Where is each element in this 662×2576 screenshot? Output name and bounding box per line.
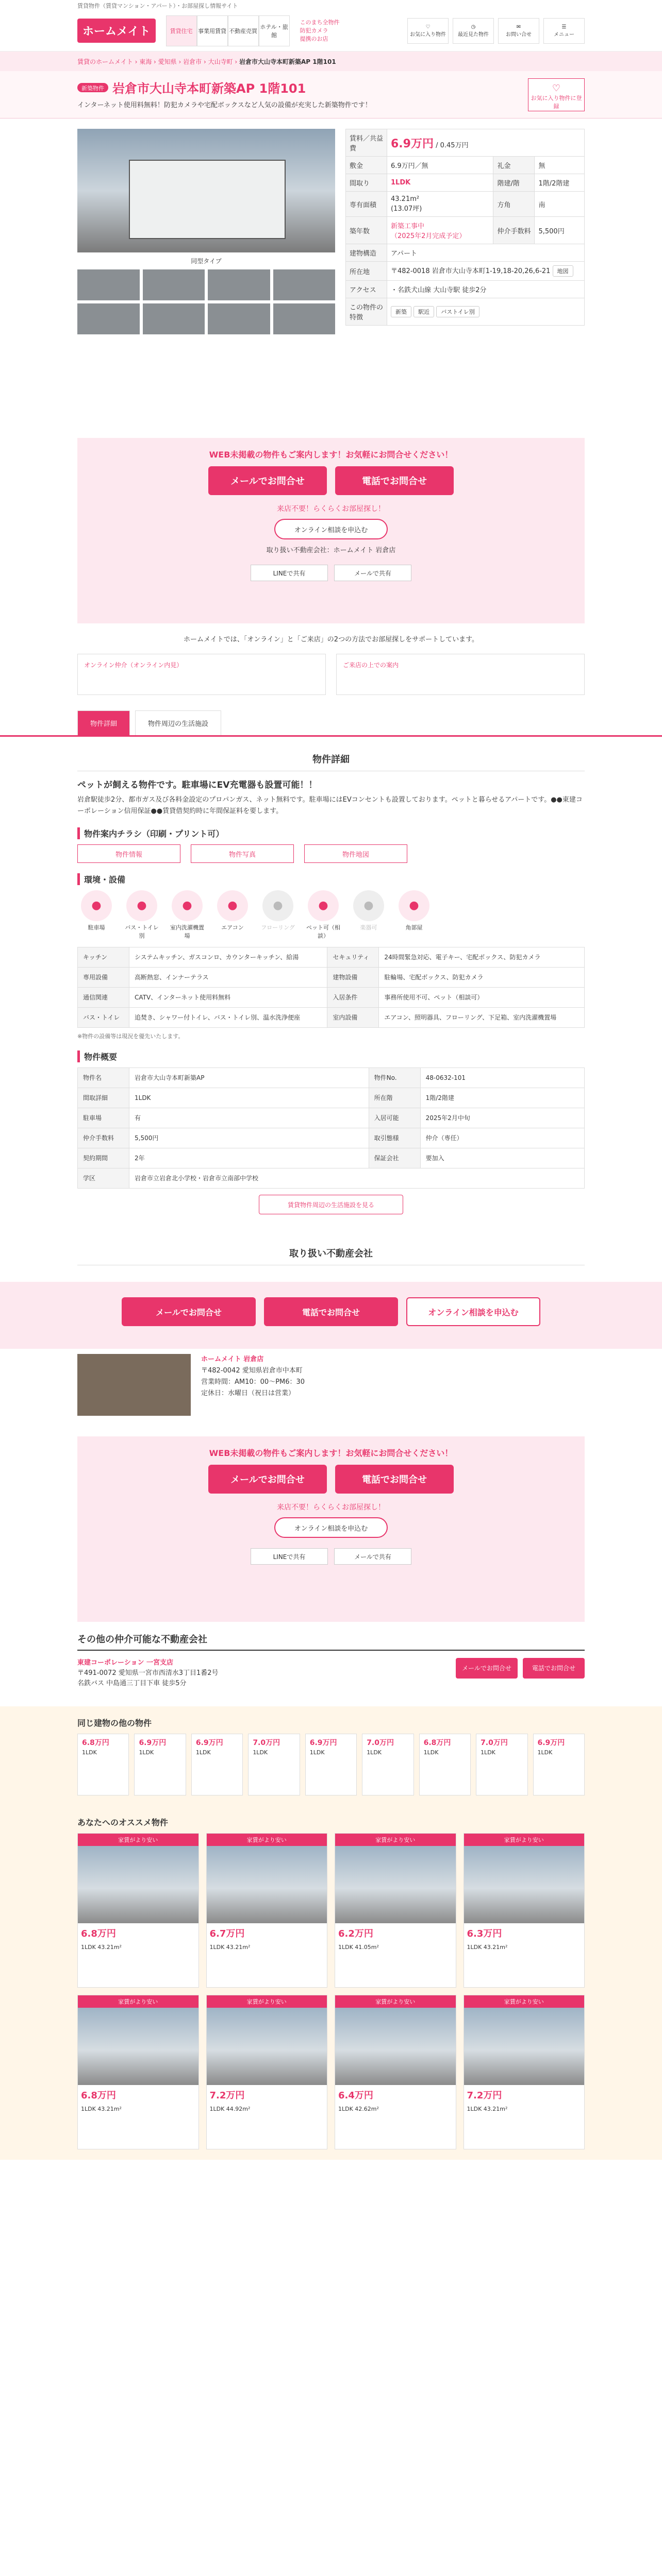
facility-item	[213, 890, 252, 940]
equipment-cell: セキュリティ	[327, 947, 379, 968]
summary-cell: 1LDK	[129, 1088, 369, 1108]
header-nav	[166, 15, 290, 46]
equipment-cell: 通信関連	[78, 988, 129, 1008]
other-mail-button[interactable]: メールでお問合せ	[456, 1658, 518, 1679]
recommend-photo	[207, 1846, 327, 1923]
facility-icon: ●	[399, 890, 429, 921]
summary-row	[78, 1168, 585, 1189]
same-layout: 1LDK	[423, 1749, 439, 1756]
recommend-label: 家賃がより安い	[335, 1834, 456, 1846]
facility-label: フローリング	[261, 924, 295, 931]
same-building-card[interactable]	[77, 1734, 129, 1795]
recommend-price: 7.2万円	[209, 2090, 245, 2101]
facility-item	[259, 890, 297, 940]
fee-value: 5,500円	[535, 217, 585, 244]
flyer-info-button[interactable]: 物件情報	[77, 844, 180, 863]
rent-label: 賃料／共益費	[346, 129, 387, 157]
floor-label: 階建/階	[493, 174, 535, 192]
facility-label: 角部屋	[405, 924, 423, 931]
same-building-card[interactable]	[419, 1734, 471, 1795]
age-label: 築年数	[346, 217, 387, 244]
thumbnail[interactable]	[143, 303, 205, 334]
summary-table	[77, 1067, 585, 1189]
thumbnail[interactable]	[273, 303, 336, 334]
shop-closed: 定休日：水曜日（祝日は営業）	[201, 1389, 295, 1397]
summary-cell: 岩倉市大山寺本町新築AP	[129, 1068, 369, 1088]
summary-cell: 駐車場	[78, 1108, 129, 1128]
mail-inquiry-button[interactable]: メールでお問合せ	[208, 1465, 327, 1494]
summary-cell: 岩倉市立岩倉北小学校・岩倉市立南部中学校	[129, 1168, 585, 1189]
nav-sale[interactable]: 不動産売買	[228, 15, 259, 46]
deposit-value: 6.9万円／無	[387, 157, 493, 174]
recommend-card[interactable]	[464, 1833, 585, 1988]
summary-cell: 入居可能	[369, 1108, 420, 1128]
property-subtitle: インターネット使用料無料！防犯カメラや宅配ボックスなど人気の設備が充実した新築物件です！	[77, 101, 372, 109]
rent-value: 6.9万円	[391, 137, 434, 150]
deposit-label: 敷金	[346, 157, 387, 174]
recommend-price: 7.2万円	[467, 2090, 502, 2101]
equipment-cell: キッチン	[78, 947, 129, 968]
same-layout: 1LDK	[139, 1749, 154, 1756]
shop-hours: 営業時間：AM10：00〜PM6：30	[201, 1378, 305, 1386]
summary-cell: 48-0632-101	[420, 1068, 584, 1088]
recommend-photo	[335, 1846, 456, 1923]
support-boxes	[0, 654, 662, 695]
feature-tag[interactable]: バストイレ別	[436, 306, 479, 317]
same-layout: 1LDK	[195, 1749, 211, 1756]
visit-support-box[interactable]: ご来店の上での案内	[336, 654, 585, 695]
online-support-box[interactable]: オンライン仲介（オンライン内見）	[77, 654, 326, 695]
agent-text: 取り扱い不動産会社：ホームメイト 岩倉店	[266, 547, 396, 554]
agent-heading: 取り扱い不動産会社	[77, 1241, 585, 1265]
other-phone-button[interactable]: 電話でお問合せ	[523, 1658, 585, 1679]
shop-info	[0, 1349, 662, 1436]
same-layout: 1LDK	[367, 1749, 382, 1756]
recommend-text: 1LDK 42.62m²	[338, 2106, 379, 2112]
recommend-label: 家賃がより安い	[78, 1834, 198, 1846]
facility-item	[304, 890, 342, 940]
same-building-card[interactable]	[134, 1734, 186, 1795]
summary-cell: 2025年2月中旬	[420, 1108, 584, 1128]
summary-cell: 要加入	[420, 1148, 584, 1168]
facility-label: 室内洗濯機置場	[170, 924, 204, 939]
facility-label: 駐車場	[88, 924, 105, 931]
map-button[interactable]: 地図	[553, 265, 573, 277]
summary-cell: 有	[129, 1108, 369, 1128]
crumb-city[interactable]: 岩倉市	[183, 58, 202, 65]
summary-row	[78, 1128, 585, 1148]
site-header	[0, 10, 662, 52]
main-photo[interactable]	[77, 129, 335, 252]
tab-nearby[interactable]: 物件周辺の生活施設	[135, 710, 221, 735]
thumbnail[interactable]	[208, 303, 270, 334]
common-fee: / 0.45万円	[436, 141, 469, 149]
facility-icon: ●	[172, 890, 203, 921]
summary-cell: 物件No.	[369, 1068, 420, 1088]
summary-cell: 取引態様	[369, 1128, 420, 1148]
online-consult-button[interactable]: オンライン相談を申込む	[406, 1297, 540, 1326]
summary-row	[78, 1148, 585, 1168]
agent-section	[0, 1231, 662, 1282]
recommend-card[interactable]	[77, 1833, 199, 1988]
summary-cell: 学区	[78, 1168, 129, 1189]
recommend-text: 1LDK 43.21m²	[209, 1944, 251, 1951]
recommend-label: 家賃がより安い	[464, 1834, 585, 1846]
access-value: ・名鉄犬山線 大山寺駅 徒歩2分	[387, 281, 585, 298]
flyer-photo-button[interactable]: 物件写真	[191, 844, 294, 863]
clock-icon: ◷	[471, 24, 476, 30]
recommend-price: 6.2万円	[338, 1928, 373, 1939]
equipment-cell: 専用設備	[78, 968, 129, 988]
completion-date: （2025年2月完成予定）	[391, 232, 466, 240]
features-label: この物件の特徴	[346, 298, 387, 326]
equipment-row	[78, 1008, 585, 1028]
phone-inquiry-button[interactable]: 電話でお問合せ	[335, 1465, 454, 1494]
same-layout: 1LDK	[481, 1749, 495, 1756]
facility-icon: ●	[81, 890, 112, 921]
equipment-cell: 入居条件	[327, 988, 379, 1008]
crumb-current: 岩倉市大山寺本町新築AP 1階101	[239, 58, 336, 65]
facility-label: バス・トイレ別	[125, 924, 159, 939]
other-agent-address: 〒491-0072 愛知県一宮市西清水3丁目1番2号	[77, 1669, 219, 1677]
summary-cell: 契約期間	[78, 1148, 129, 1168]
phone-inquiry-button[interactable]: 電話でお問合せ	[335, 466, 454, 495]
floor-value: 1階/2階建	[535, 174, 585, 192]
crumb-town[interactable]: 大山寺町	[208, 58, 233, 65]
recommend-text: 1LDK 41.05m²	[338, 1944, 379, 1951]
recommend-photo	[464, 1846, 585, 1923]
same-price: 6.9万円	[309, 1739, 337, 1747]
spec-table	[345, 129, 585, 428]
recommend-photo	[207, 2008, 327, 2085]
recommend-photo	[464, 2008, 585, 2085]
recommend-text: 1LDK 43.21m²	[81, 1944, 122, 1951]
mail-share-button[interactable]: メールで共有	[334, 565, 411, 581]
thumbnail[interactable]	[208, 269, 270, 300]
link-shops[interactable]: 提携のお店	[300, 35, 328, 42]
recommend-section	[0, 1806, 662, 2160]
contact-cta	[77, 438, 585, 623]
recommend-card[interactable]	[464, 1995, 585, 2149]
summary-cell: 2年	[129, 1148, 369, 1168]
structure-value: アパート	[387, 244, 585, 262]
summary-heading: 物件概要	[77, 1050, 585, 1062]
detail-section	[0, 737, 662, 1231]
property-titlebar	[0, 71, 662, 118]
equipment-cell: 高断熱窓、インナーテラス	[129, 968, 327, 988]
area-label: 専有面積	[346, 192, 387, 217]
summary-row	[78, 1108, 585, 1128]
same-price: 7.0万円	[367, 1739, 394, 1747]
menu-icon: ☰	[561, 24, 567, 30]
same-layout: 1LDK	[253, 1749, 268, 1756]
same-building-card[interactable]	[248, 1734, 300, 1795]
crumb-region[interactable]: 東海	[139, 58, 152, 65]
tab-detail[interactable]: 物件詳細	[77, 710, 130, 735]
recommend-text: 1LDK 43.21m²	[467, 2106, 508, 2112]
summary-row	[78, 1088, 585, 1108]
recommend-card[interactable]	[335, 1995, 456, 2149]
phone-inquiry-button[interactable]: 電話でお問合せ	[264, 1297, 398, 1326]
equipment-cell: 建物設備	[327, 968, 379, 988]
key-label: 礼金	[493, 157, 535, 174]
env-heading: 環境・設備	[77, 873, 585, 885]
same-price: 6.9万円	[139, 1739, 167, 1747]
nearby-facilities-button[interactable]: 賃貸物件周辺の生活施設を見る	[259, 1195, 403, 1214]
recommend-label: 家賃がより安い	[207, 1995, 327, 2008]
summary-cell: 5,500円	[129, 1128, 369, 1148]
header-links	[300, 19, 340, 43]
page-title: 岩倉市大山寺本町新築AP 1階101	[112, 81, 306, 96]
mail-share-button[interactable]: メールで共有	[334, 1548, 411, 1565]
same-building-card[interactable]	[305, 1734, 357, 1795]
menu-button[interactable]: ☰ メニュー	[543, 18, 585, 44]
recommend-card[interactable]	[335, 1833, 456, 1988]
mail-inquiry-button[interactable]: メールでお問合せ	[208, 466, 327, 495]
cta-title: WEB未掲載の物件もご案内します！お気軽にお問合せください！	[209, 1448, 453, 1458]
equipment-cell: 駐輪場、宅配ボックス、防犯カメラ	[379, 968, 585, 988]
address-label: 所在地	[346, 262, 387, 281]
contact-button[interactable]: ✉ お問い合せ	[498, 18, 539, 44]
address-value: 〒482-0018 岩倉市大山寺本町1-19,18-20,26,6-21	[391, 267, 551, 275]
fee-label: 仲介手数料	[493, 217, 535, 244]
flyer-heading: 物件案内チラシ（印刷・プリント可）	[77, 827, 585, 839]
site-logo[interactable]: ホームメイト	[77, 19, 156, 43]
thumbnail[interactable]	[77, 303, 140, 334]
feature-tag[interactable]: 新築	[391, 306, 411, 317]
equipment-cell: エアコン、照明器具、フローリング、下足箱、室内洗濯機置場	[379, 1008, 585, 1028]
recommend-text: 1LDK 43.21m²	[81, 2106, 122, 2112]
summary-row	[78, 1068, 585, 1088]
direction-value: 南	[535, 192, 585, 217]
facility-label: ペット可（相談）	[306, 924, 340, 939]
crumb-home[interactable]: 賃貸のホームメイト	[77, 58, 133, 65]
equipment-cell: 24時間緊急対応、電子キー、宅配ボックス、防犯カメラ	[379, 947, 585, 968]
facility-label: エアコン	[221, 924, 244, 931]
cta-title: WEB未掲載の物件もご案内します！お気軽にお問合せください！	[209, 450, 453, 460]
heart-icon: ♡	[552, 83, 561, 94]
facility-icon: ●	[217, 890, 248, 921]
facility-label: 楽器可	[360, 924, 377, 931]
recommend-price: 6.7万円	[209, 1928, 245, 1939]
crumb-pref[interactable]: 愛知県	[158, 58, 177, 65]
same-building-heading: 同じ建物の他の物件	[77, 1718, 152, 1728]
detail-heading: 物件詳細	[77, 747, 585, 771]
recommend-label: 家賃がより安い	[335, 1995, 456, 2008]
same-building-card[interactable]	[533, 1734, 585, 1795]
shop-photo	[77, 1354, 191, 1416]
agent-cta	[0, 1282, 662, 1349]
mail-icon: ✉	[516, 24, 521, 30]
recommend-card[interactable]	[77, 1995, 199, 2149]
recommend-price: 6.8万円	[81, 2090, 116, 2101]
recommend-heading: あなたへのオススメ物件	[77, 1818, 168, 1827]
line-share-button[interactable]: LINEで共有	[251, 1548, 328, 1565]
facility-item	[395, 890, 433, 940]
summary-cell: 仲介（専任）	[420, 1128, 584, 1148]
breadcrumb: 賃貸のホームメイト › 東海 › 愛知県 › 岩倉市 › 大山寺町 › 岩倉市大山寺本町新築AP 1階101	[0, 52, 662, 71]
facility-icon: ●	[262, 890, 293, 921]
facility-item	[168, 890, 206, 940]
mail-inquiry-button[interactable]: メールでお問合せ	[122, 1297, 256, 1326]
equipment-table	[77, 947, 585, 1028]
summary-cell: 1階/2階建	[420, 1088, 584, 1108]
contact-cta-2	[77, 1436, 585, 1622]
equipment-cell: システムキッチン、ガスコンロ、カウンターキッチン、給湯	[129, 947, 327, 968]
facility-icon: ●	[353, 890, 384, 921]
recommend-price: 6.4万円	[338, 2090, 373, 2101]
recommend-label: 家賃がより安い	[78, 1995, 198, 2008]
equipment-row	[78, 988, 585, 1008]
nav-hotel[interactable]: ホテル・旅館	[259, 15, 290, 46]
property-main	[0, 118, 662, 438]
equipment-row	[78, 968, 585, 988]
age-value: 新築工事中	[391, 223, 425, 230]
online-consult-button[interactable]: オンライン相談を申込む	[274, 519, 388, 539]
layout-label: 間取り	[346, 174, 387, 192]
recommend-price: 6.8万円	[81, 1928, 116, 1939]
favorites-button[interactable]: ♡ お気に入り物件	[407, 18, 449, 44]
structure-label: 建物構造	[346, 244, 387, 262]
same-layout: 1LDK	[537, 1749, 553, 1756]
same-building-card[interactable]	[476, 1734, 527, 1795]
area-tsubo: (13.07坪)	[391, 205, 422, 213]
other-agent-name[interactable]: 東建コーポレーション 一宮支店	[77, 1659, 174, 1667]
layout-value: 1LDK	[387, 174, 493, 192]
new-badge: 新築物件	[77, 83, 108, 92]
online-consult-button[interactable]: オンライン相談を申込む	[274, 1517, 388, 1538]
link-area[interactable]: このまち全物件	[300, 19, 340, 26]
add-favorite-button[interactable]: ♡ お気に入り物件に登録	[528, 78, 585, 111]
area-value: 43.21m²	[391, 195, 420, 203]
same-building-card[interactable]	[362, 1734, 413, 1795]
same-building-section	[0, 1706, 662, 1806]
recommend-card[interactable]	[206, 1833, 328, 1988]
access-label: アクセス	[346, 281, 387, 298]
facility-item	[77, 890, 115, 940]
same-layout: 1LDK	[82, 1749, 97, 1756]
nav-business[interactable]: 事業用賃貸	[197, 15, 228, 46]
facility-item	[123, 890, 161, 940]
nav-rent[interactable]: 賃貸住宅	[166, 15, 197, 46]
direction-label: 方角	[493, 192, 535, 217]
flyer-map-button[interactable]: 物件地図	[304, 844, 407, 863]
photo-gallery	[77, 129, 335, 428]
feature-tag[interactable]: 駅近	[413, 306, 434, 317]
recommend-card[interactable]	[206, 1995, 328, 2149]
recommend-label: 家賃がより安い	[464, 1995, 585, 2008]
other-agents-heading: その他の仲介可能な不動産会社	[77, 1632, 585, 1651]
equipment-row	[78, 947, 585, 968]
thumbnail[interactable]	[143, 269, 205, 300]
recommend-photo	[335, 2008, 456, 2085]
shop-name[interactable]: ホームメイト 岩倉店	[201, 1355, 264, 1363]
same-price: 6.9万円	[537, 1739, 565, 1747]
same-price: 7.0万円	[481, 1739, 508, 1747]
summary-cell: 物件名	[78, 1068, 129, 1088]
detail-text: 岩倉駅徒歩2分、都市ガス及び各料金設定のプロパンガス、ネット無料です。駐車場にはEVコンセントも設置しております。ペットと暮らせるアパートです。●●東建コーポレーション信用保証●●賃貸借契約時に年間保証料を要します。	[77, 796, 583, 815]
history-button[interactable]: ◷ 最近見た物件	[453, 18, 494, 44]
detail-tabs	[0, 695, 662, 737]
equipment-cell: 事務所使用不可、ペット（相談可）	[379, 988, 585, 1008]
facility-icon: ●	[126, 890, 157, 921]
other-agent-access: 名鉄バス 中島通三丁目下車 徒歩5分	[77, 1680, 187, 1687]
detail-lead: ペットが飼える物件です。駐車場にEV充電器も設置可能！！	[77, 780, 318, 790]
same-layout: 1LDK	[309, 1749, 325, 1756]
thumbnail[interactable]	[273, 269, 336, 300]
recommend-price: 6.3万円	[467, 1928, 502, 1939]
recommend-text: 1LDK 43.21m²	[467, 1944, 508, 1951]
cta-free-text: 来店不要！らくらくお部屋探し！	[277, 505, 385, 513]
header-icons	[407, 18, 585, 44]
same-price: 6.8万円	[423, 1739, 451, 1747]
facility-item	[350, 890, 388, 940]
site-tagline: 賃貸物件（賃貸マンション・アパート）・お部屋探し情報サイト	[77, 3, 238, 9]
equipment-cell: 室内設備	[327, 1008, 379, 1028]
recommend-photo	[78, 2008, 198, 2085]
summary-cell: 間取詳細	[78, 1088, 129, 1108]
shop-address: 〒482-0042 愛知県岩倉市中本町	[201, 1367, 303, 1375]
thumbnail[interactable]	[77, 269, 140, 300]
heart-icon: ♡	[425, 24, 431, 30]
equipment-note: ※物件の設備等は現況を優先いたします。	[77, 1033, 184, 1040]
line-share-button[interactable]: LINEで共有	[251, 565, 328, 581]
same-price: 6.8万円	[82, 1739, 109, 1747]
recommend-photo	[78, 1846, 198, 1923]
same-building-card[interactable]	[191, 1734, 243, 1795]
cta-free-text: 来店不要！らくらくお部屋探し！	[277, 1503, 385, 1512]
photo-caption: 同型タイプ	[191, 258, 222, 265]
summary-cell: 保証会社	[369, 1148, 420, 1168]
link-camera[interactable]: 防犯カメラ	[300, 27, 328, 34]
facility-icon: ●	[308, 890, 339, 921]
summary-cell: 所在階	[369, 1088, 420, 1108]
photo-thumbnails	[77, 269, 335, 334]
same-price: 6.9万円	[195, 1739, 223, 1747]
summary-cell: 仲介手数料	[78, 1128, 129, 1148]
equipment-cell: バス・トイレ	[78, 1008, 129, 1028]
recommend-label: 家賃がより安い	[207, 1834, 327, 1846]
other-agents	[0, 1622, 662, 1706]
support-message: ホームメイトでは、「オンライン」と「ご来店」の2つの方法でお部屋探しをサポートしています。	[183, 636, 479, 643]
same-price: 7.0万円	[253, 1739, 280, 1747]
key-value: 無	[535, 157, 585, 174]
facility-icons	[77, 890, 585, 940]
equipment-cell: CATV、インターネット使用料無料	[129, 988, 327, 1008]
recommend-text: 1LDK 44.92m²	[209, 2106, 251, 2112]
equipment-cell: 追焚き、シャワー付トイレ、バス・トイレ別、温水洗浄便座	[129, 1008, 327, 1028]
